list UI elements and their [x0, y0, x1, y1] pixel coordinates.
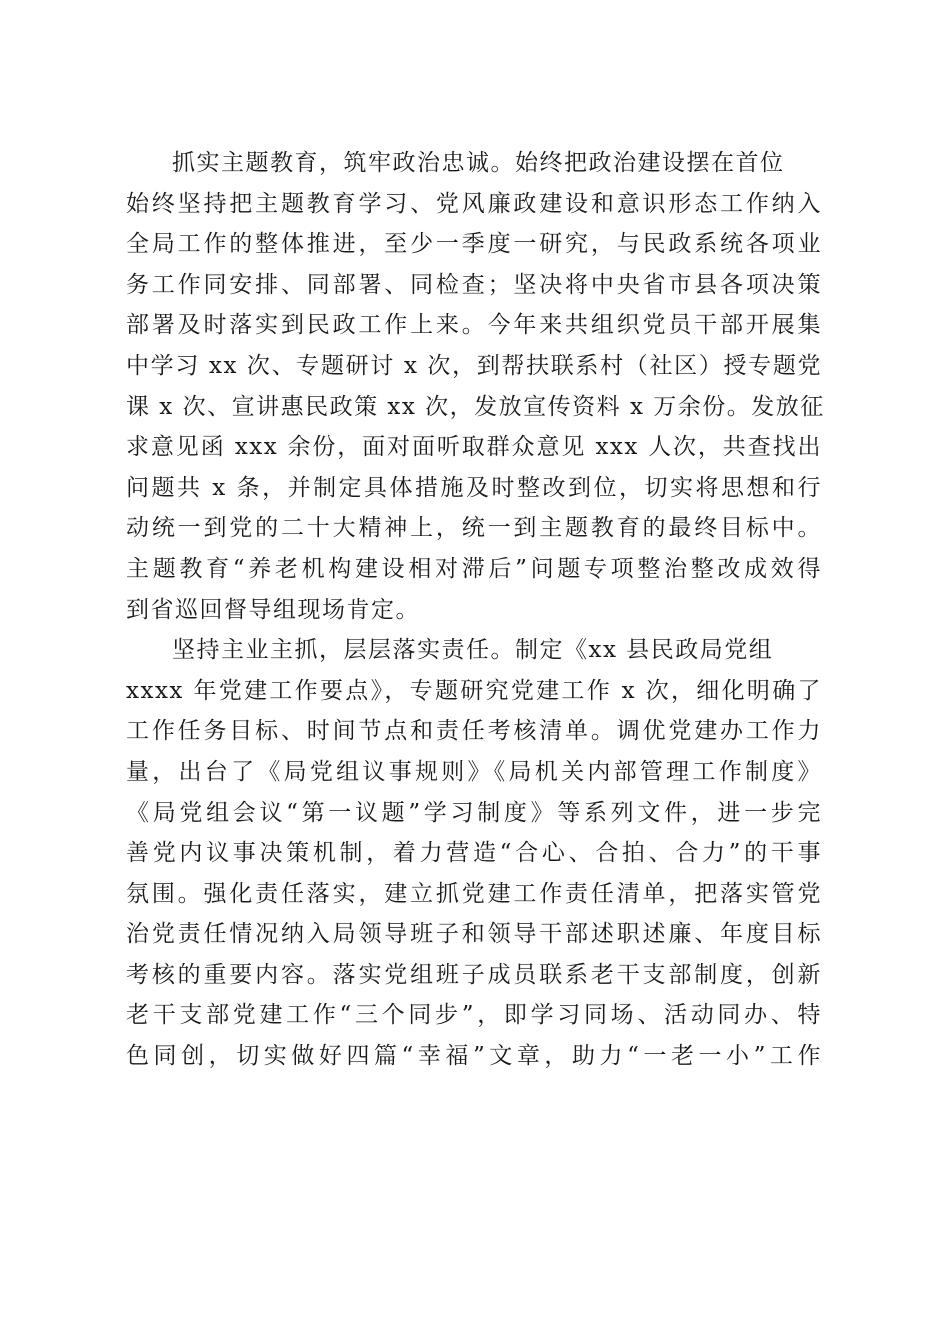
text-line: 课 x 次、宣讲惠民政策 xx 次，发放宣传资料 x 万余份。发放征: [126, 393, 825, 420]
text-line: 治党责任情况纳入局领导班子和领导干部述职述廉、年度目标: [126, 921, 822, 948]
text-line: 量，出台了《局党组议事规则》《局机关内部管理工作制度》: [126, 758, 822, 785]
text-line: 全局工作的整体推进，至少一季度一研究，与民政系统各项业: [126, 231, 822, 258]
text-line: 考核的重要内容。落实党组班子成员联系老干支部制度，创新: [126, 961, 822, 988]
text-line: 《局党组会议“第一议题”学习制度》等系列文件，进一步完: [126, 799, 822, 826]
paragraph-party-responsibility: [126, 630, 822, 1077]
text-line: 色同创，切实做好四篇“幸福”文章，助力“一老一小”工作: [126, 1043, 822, 1070]
text-line: 工作任务目标、时间节点和责任考核清单。调优党建办工作力: [126, 718, 822, 745]
text-line: 到省巡回督导组现场肯定。: [126, 596, 420, 623]
text-line: 动统一到党的二十大精神上，统一到主题教育的最终目标中。: [126, 515, 822, 542]
text-line: 抓实主题教育，筑牢政治忠诚。始终把政治建设摆在首位: [172, 150, 785, 176]
text-line: 求意见函 xxx 余份，面对面听取群众意见 xxx 人次，共查找出: [126, 434, 822, 461]
paragraph-theme-education: [126, 143, 825, 630]
document-body: [126, 143, 825, 1077]
text-line: 坚持主业主抓，层层落实责任。制定《xx 县民政局党组: [172, 637, 774, 664]
text-line: 中学习 xx 次、专题研讨 x 次，到帮扶联系村（社区）授专题党: [126, 352, 822, 379]
text-line: 始终坚持把主题教育学习、党风廉政建设和意识形态工作纳入: [126, 190, 822, 217]
text-line: 氛围。强化责任落实，建立抓党建工作责任清单，把落实管党: [126, 880, 822, 907]
text-line: 问题共 x 条，并制定具体措施及时整改到位，切实将思想和行: [126, 474, 822, 501]
text-line: 主题教育“养老机构建设相对滞后”问题专项整治整改成效得: [126, 555, 822, 582]
text-line: 老干支部党建工作“三个同步”，即学习同场、活动同办、特: [126, 1002, 822, 1029]
text-line: 善党内议事决策机制，着力营造“合心、合拍、合力”的干事: [126, 840, 822, 867]
text-line: 务工作同安排、同部署、同检查；坚决将中央省市县各项决策: [126, 271, 822, 298]
text-line: xxxx 年党建工作要点》，专题研究党建工作 x 次，细化明确了: [126, 677, 822, 704]
text-line: 部署及时落实到民政工作上来。今年来共组织党员干部开展集: [126, 312, 822, 339]
